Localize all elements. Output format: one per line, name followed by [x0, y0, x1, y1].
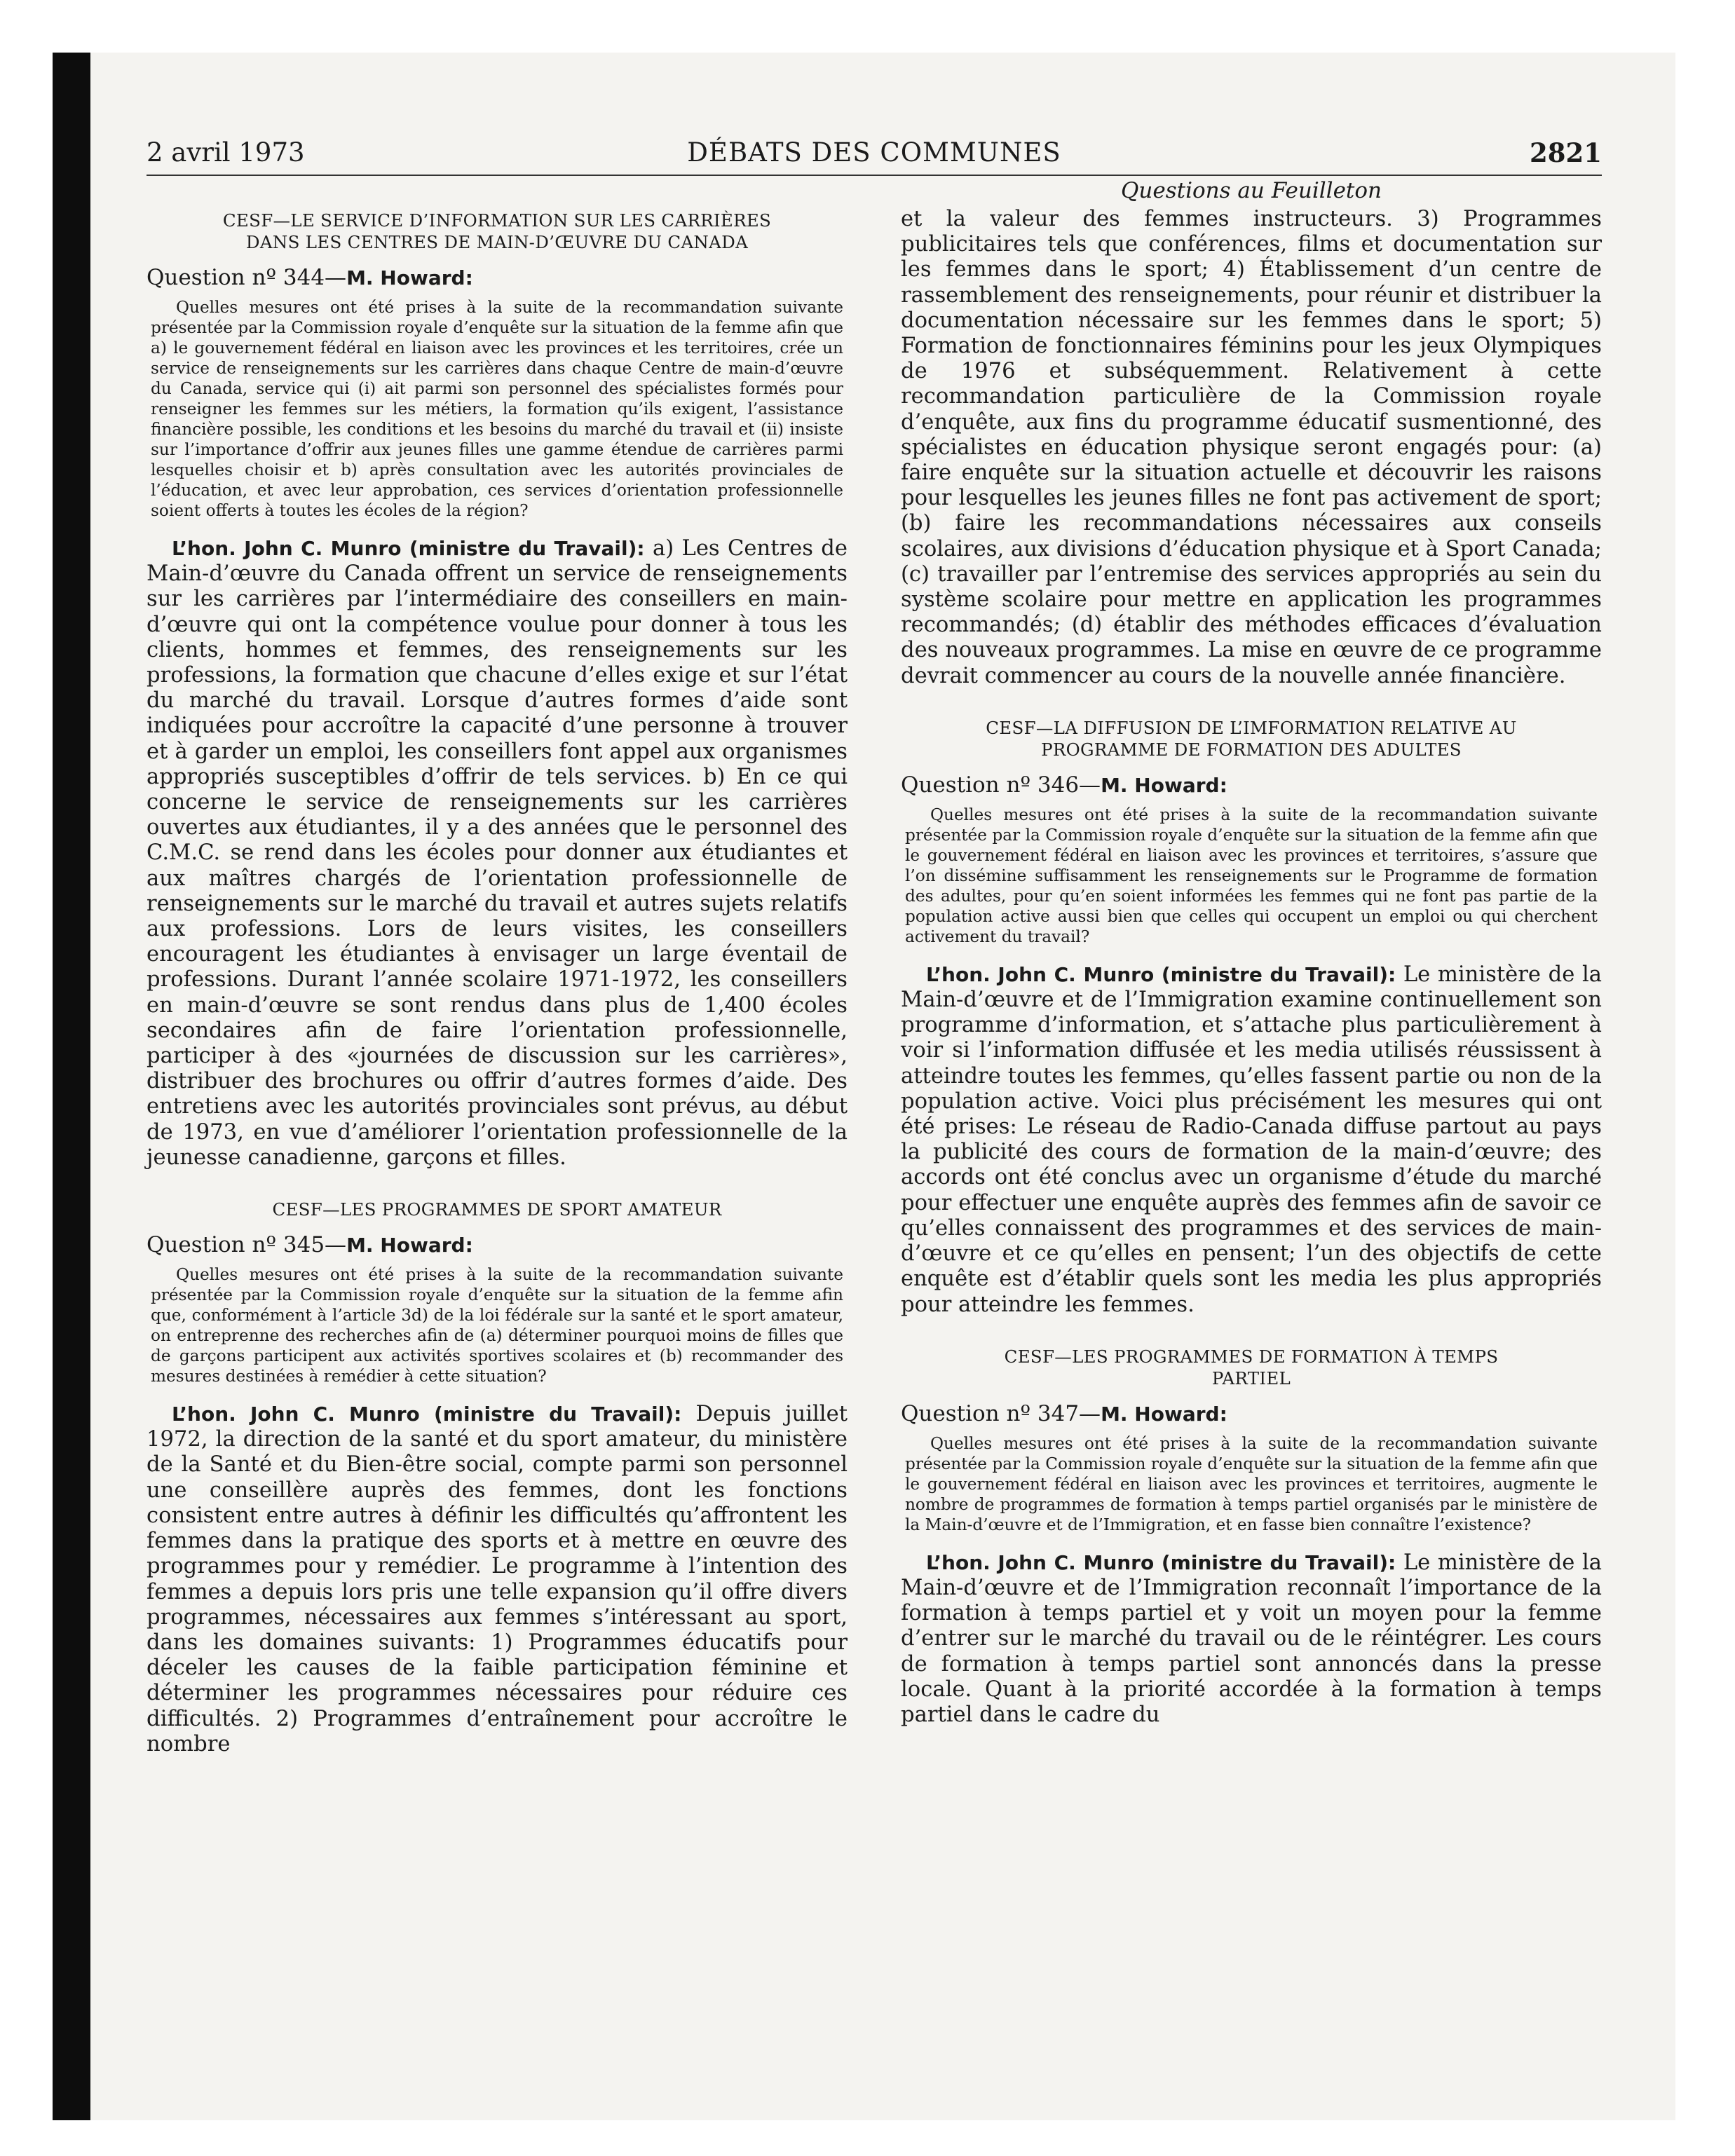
two-column-body — [147, 178, 1602, 1785]
question-heading-q346 — [901, 770, 1602, 800]
document-page — [147, 135, 1602, 1785]
answer-speaker: L’hon. John C. Munro (ministre du Travail): — [926, 1550, 1396, 1574]
section-heading-line: PROGRAMME DE FORMATION DES ADULTES — [1041, 739, 1462, 760]
answer-speaker: L’hon. John C. Munro (ministre du Travail): — [926, 962, 1396, 986]
question-number: Question nº 346— — [901, 772, 1101, 798]
question-asker: M. Howard: — [346, 1234, 473, 1257]
header-page-number: 2821 — [1530, 137, 1602, 168]
question-text-q344: Quelles mesures ont été prises à la suite de la recommandation suivante présentée par la Commission royale d’enquête sur la situation de la femme afin que a) le gouvernement fédéral en liaison avec les provinces et les territoires, crée un service de renseignements sur les carrières dans chaque Centre de main-d’œuvre du Canada, service qui (i) ait parmi son personnel des spécialistes formés pour renseigner les femmes sur les métiers, la formation qu’ils exigent, l’assistance financière possible, les conditions et les besoins du marché du travail et (ii) insiste sur l’importance d’offrir aux jeunes filles une gamme étendue de carrières parmi lesquelles choisir et b) après consultation avec les autorités provinciales de l’éducation, et avec leur approbation, ces services d’orientation professionnelle soient offerts à toutes les écoles de la région? — [151, 298, 843, 520]
question-heading-q347 — [901, 1399, 1602, 1429]
section-heading-q344 — [161, 210, 834, 253]
section-heading-q345 — [161, 1199, 834, 1220]
answer-speaker: L’hon. John C. Munro (ministre du Travail): — [172, 1403, 682, 1426]
answer-q344 — [147, 536, 848, 1171]
section-heading-q347 — [915, 1346, 1588, 1389]
question-number: Question nº 345— — [147, 1232, 347, 1258]
section-heading-line: CESF—LES PROGRAMMES DE FORMATION À TEMPS — [1004, 1346, 1499, 1367]
left-column — [147, 197, 848, 1785]
right-column — [901, 178, 1602, 1785]
question-number: Question nº 347— — [901, 1400, 1101, 1426]
question-asker: M. Howard: — [346, 266, 473, 289]
question-text-q345: Quelles mesures ont été prises à la suite de la recommandation suivante présentée par la Commission royale d’enquête sur la situation de la femme afin que, conformément à l’article 3d) de la loi fédérale sur la santé et le sport amateur, on entreprenne des recherches afin de (a) déterminer pourquoi moins de filles que de garçons participent aux activités sportives scolaires et (b) recommander des mesures destinées à remédier à cette situation? — [151, 1265, 843, 1386]
answer-text: Le ministère de la Main-d’œuvre et de l’Immigration reconnaît l’importance de la formation à temps partiel et y voit un moyen pour la femme d’entrer sur le marché du travail ou de le réintégrer. Les cours de formation à temps partiel sont annoncés dans la presse locale. Quant à la priorité accordée à la formation à temps partiel dans le cadre du — [901, 1550, 1602, 1727]
scanned-page — [90, 53, 1675, 2120]
question-text-q347: Quelles mesures ont été prises à la suite de la recommandation suivante présentée par la Commission royale d’enquête sur la situation de la femme afin que le gouvernement fédéral en liaison avec les provinces et territoires, augmente le nombre de programmes de formation à temps partiel organisés par le ministère de la Main-d’œuvre et de l’Immigration, et en fasse bien connaître l’existence? — [905, 1433, 1598, 1534]
question-asker: M. Howard: — [1101, 1402, 1227, 1426]
header-date: 2 avril 1973 — [147, 137, 305, 168]
question-text-q346: Quelles mesures ont été prises à la suite de la recommandation suivante présentée par la Commission royale d’enquête sur la situation de la femme afin que le gouvernement fédéral en liaison avec les provinces et territoires, s’assure que l’on dissémine suffisamment les renseignements sur le Programme de formation des adultes, pour qu’en soient informées les femmes qui ne font pas partie de la population active aussi bien que celles qui occupent un emploi ou qui cherchent activement du travail? — [905, 805, 1598, 946]
header-title: DÉBATS DES COMMUNES — [687, 137, 1061, 168]
answer-q345 — [147, 1402, 848, 1757]
question-heading-q345 — [147, 1230, 848, 1260]
answer-text: Depuis juillet 1972, la direction de la santé et du sport amateur, du ministère de la Santé et du Bien-être social, compte parmi son personnel une conseillère auprès des femmes, dont les fonctions consistent entre autres à définir les difficultés qu’affrontent les femmes dans la pratique des sports et à mettre en œuvre des programmes pour y remédier. Le programme à l’intention des femmes a depuis lors pris une telle expansion qu’il offre divers programmes, nécessaires aux femmes s’intéressant au sport, dans les domaines suivants: 1) Programmes éducatifs pour déceler les causes de la faible participation féminine et déterminer les programmes nécessaires pour réduire ces difficultés. 2) Programmes d’entraînement pour accroître le nombre — [147, 1402, 848, 1756]
section-title: Questions au Feuilleton — [1121, 178, 1382, 203]
answer-text: a) Les Centres de Main-d’œuvre du Canada offrent un service de renseignements sur les carrières par l’intermédiaire des conseillers en main-d’œuvre qui ont la compétence voulue pour donner à tous les clients, hommes et femmes, des renseignements sur les professions, la formation que chacune d’elles exige et sur l’état du marché du travail. Lorsque d’autres formes d’aide sont indiquées pour accroître la capacité d’une personne à trouver et à garder un emploi, les conseillers font appel aux organismes appropriés susceptibles d’offrir de tels services. b) En ce qui concerne le service de renseignements sur les carrières ouvertes aux étudiantes, il y a des années que le personnel des C.M.C. se rend dans les écoles pour donner aux étudiantes et aux maîtres chargés de l’orientation professionnelle de renseignements sur le marché du travail et autres sujets relatifs aux professions. Lors de leurs visites, les conseillers encouragent les étudiantes à envisager un large éventail de professions. Durant l’année scolaire 1971-1972, les conseillers en main-d’œuvre se sont rendus dans plus de 1,400 écoles secondaires afin de faire l’orientation professionnelle, participer à des «journées de discussion sur les carrières», distribuer des brochures ou offrir d’autres formes d’aide. Des entretiens avec les autorités provinciales sont prévus, au début de 1973, en vue d’améliorer l’orientation professionnelle de la jeunesse canadienne, garçons et filles. — [147, 536, 848, 1170]
section-heading-line: PARTIEL — [1211, 1367, 1291, 1389]
section-heading-q346 — [915, 717, 1588, 760]
section-heading-line: CESF—LA DIFFUSION DE L’IMFORMATION RELATIVE AU — [986, 717, 1517, 738]
answer-q346 — [901, 962, 1602, 1318]
question-asker: M. Howard: — [1101, 773, 1227, 797]
answer-text: Le ministère de la Main-d’œuvre et de l’Immigration examine continuellement son programme d’information, et s’attache plus particulièrement à voir si l’information diffusée et les media utilisés réussissent à atteindre toutes les femmes, qu’elles fassent partie ou non de la population active. Voici plus précisément les mesures qui ont été prises: Le réseau de Radio-Canada diffuse partout au pays la publicité des cours de formation de la main-d’œuvre; des accords ont été conclus avec un organisme d’étude du marché pour effectuer une enquête auprès des femmes afin de savoir ce qu’elles connaissent des programmes et des services de main-d’œuvre et ce qu’elles en pensent; l’un des objectifs de cette enquête est d’établir quels sont les media les plus appropriés pour atteindre les femmes. — [901, 962, 1602, 1317]
running-header — [147, 135, 1602, 176]
question-number: Question nº 344— — [147, 265, 347, 290]
question-heading-q344 — [147, 263, 848, 293]
section-heading-line: DANS LES CENTRES DE MAIN-D’ŒUVRE DU CANADA — [245, 232, 749, 252]
scan-edge-bar — [53, 53, 90, 2120]
answer-q345-continued: et la valeur des femmes instructeurs. 3) Programmes publicitaires tels que conférences, films et documentation sur les femmes dans le sport; 4) Établissement d’un centre de rassemblement des renseignements, pour réunir et distribuer la documentation nécessaire sur les femmes dans le sport; 5) Formation de fonctionnaires féminins pour les jeux Olympiques de 1976 et subséquemment. Relativement à cette recommandation particulière de la Commission royale d’enquête, aux fins du programme éducatif susmentionné, des spécialistes en éducation physique seront engagés pour: (a) faire enquête sur la situation actuelle et découvrir les raisons pour lesquelles les jeunes filles ne font pas activement de sport; (b) faire les recommandations nécessaires aux conseils scolaires, aux divisions d’éducation physique et à Sport Canada; (c) travailler par l’entremise des services appropriés au sein du système scolaire pour mettre en application les programmes recommandés; (d) établir des méthodes efficaces d’évaluation des nouveaux programmes. La mise en œuvre de ce programme devrait commencer au cours de la nouvelle année financière. — [901, 207, 1602, 688]
section-heading-line: CESF—LE SERVICE D’INFORMATION SUR LES CARRIÈRES — [222, 210, 772, 231]
answer-speaker: L’hon. John C. Munro (ministre du Travail): — [172, 537, 645, 560]
answer-q347 — [901, 1550, 1602, 1728]
section-heading-line: CESF—LES PROGRAMMES DE SPORT AMATEUR — [272, 1199, 722, 1220]
